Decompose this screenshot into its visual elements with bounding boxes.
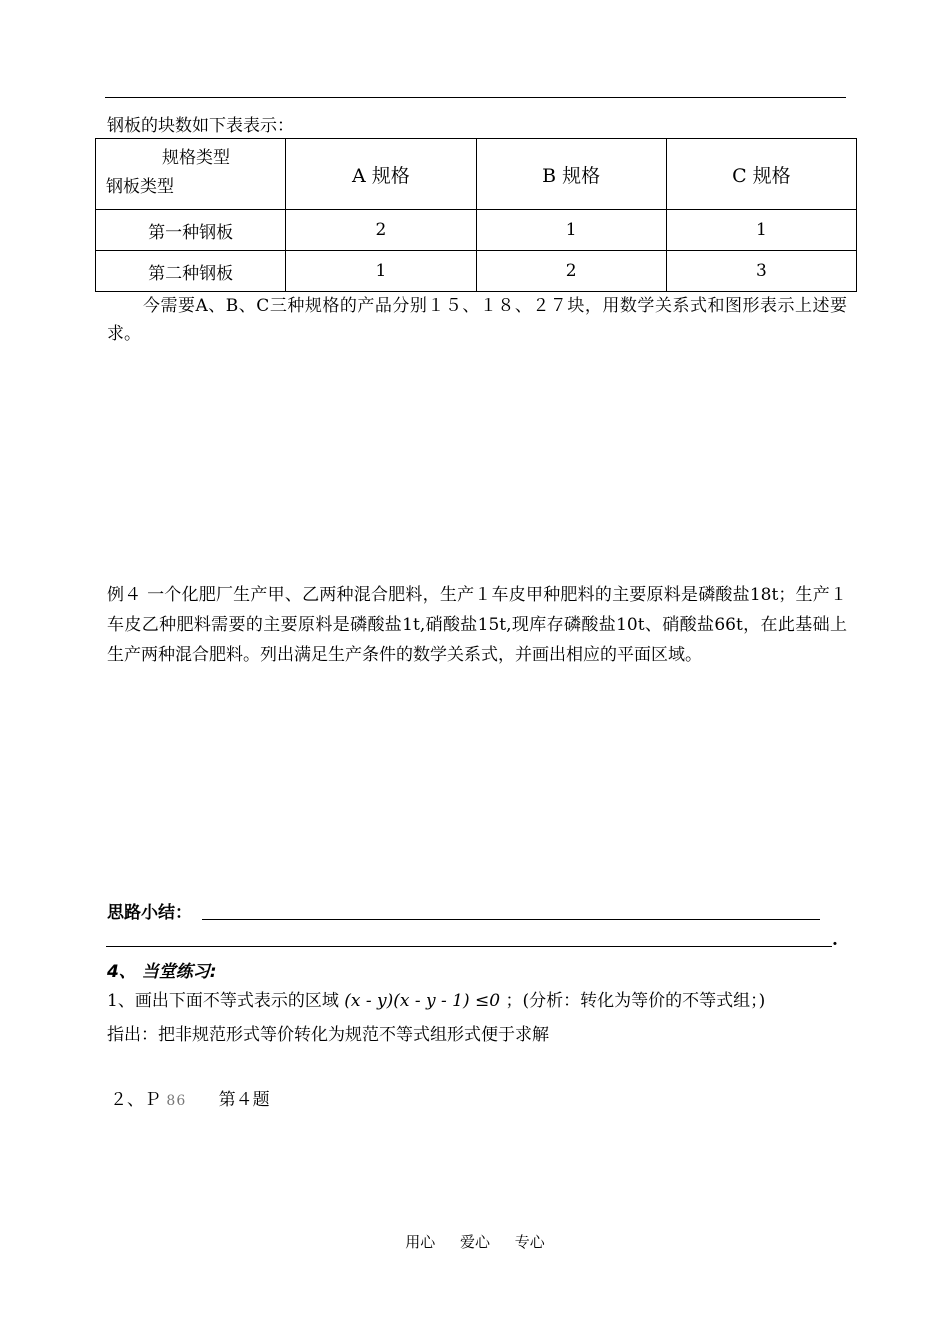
summary-answer-line-1 [202,919,820,920]
top-rule [105,97,846,98]
exercise-1-inequality: (x - y)(x - y - 1) ≤0 [344,991,501,1011]
header-plate-type: 钢板类型 [106,177,174,197]
table-cell: 1 [476,210,666,251]
column-header-b: B 规格 [476,139,666,210]
table-cell: 1 [666,210,856,251]
exercise-1-note: 指出：把非规范形式等价转化为规范不等式组形式便于求解 [107,1025,549,1045]
table-cell: 1 [286,251,476,292]
exercise-2 [110,1085,270,1110]
table-row [96,251,857,292]
page-footer: 用心 爱心 专心 [405,1233,545,1251]
table-row [96,210,857,251]
example-4-text: 例４ 一个化肥厂生产甲、乙两种混合肥料，生产１车皮甲种肥料的主要原料是磷酸盐18t；生产１车皮乙种肥料需要的主要原料是磷酸盐1t,硝酸盐15t,现库存磷酸盐10t、硝酸盐66t，在此基础上生产两种混合肥料。列出满足生产条件的数学关系式，并画出相应的平面区域。 [107,585,847,665]
row-label: 第二种钢板 [96,251,286,292]
exercise-2-suffix: 第４题 [218,1090,270,1110]
row-label: 第一种钢板 [96,210,286,251]
section-title: 4、 当堂练习: [107,962,217,982]
exercise-1-suffix: ；(分析：转化为等价的不等式组；) [505,991,766,1011]
exercise-1-prefix: 1、画出下面不等式表示的区域 [107,991,339,1011]
problem-text: 今需要A、B、C三种规格的产品分别１５、１８、２７块，用数学关系式和图形表示上述要求。 [107,296,847,344]
table-cell: 2 [476,251,666,292]
table-cell: 3 [666,251,856,292]
intro-text: 钢板的块数如下表表示： [107,116,294,136]
exercise-2-page: 86 [166,1093,187,1109]
summary-answer-line-2 [106,946,832,947]
diagonal-header-cell [96,139,286,210]
exercise-1 [107,986,765,1011]
table-header-row [96,139,857,210]
steel-spec-table [95,138,857,292]
summary-end-period: . [832,930,838,950]
header-spec-type: 规格类型 [162,148,230,168]
exercise-2-prefix: ２、Ｐ [110,1090,161,1110]
column-header-a: A 规格 [286,139,476,210]
column-header-c: C 规格 [666,139,856,210]
summary-label: 思路小结： [107,903,192,923]
table-cell: 2 [286,210,476,251]
